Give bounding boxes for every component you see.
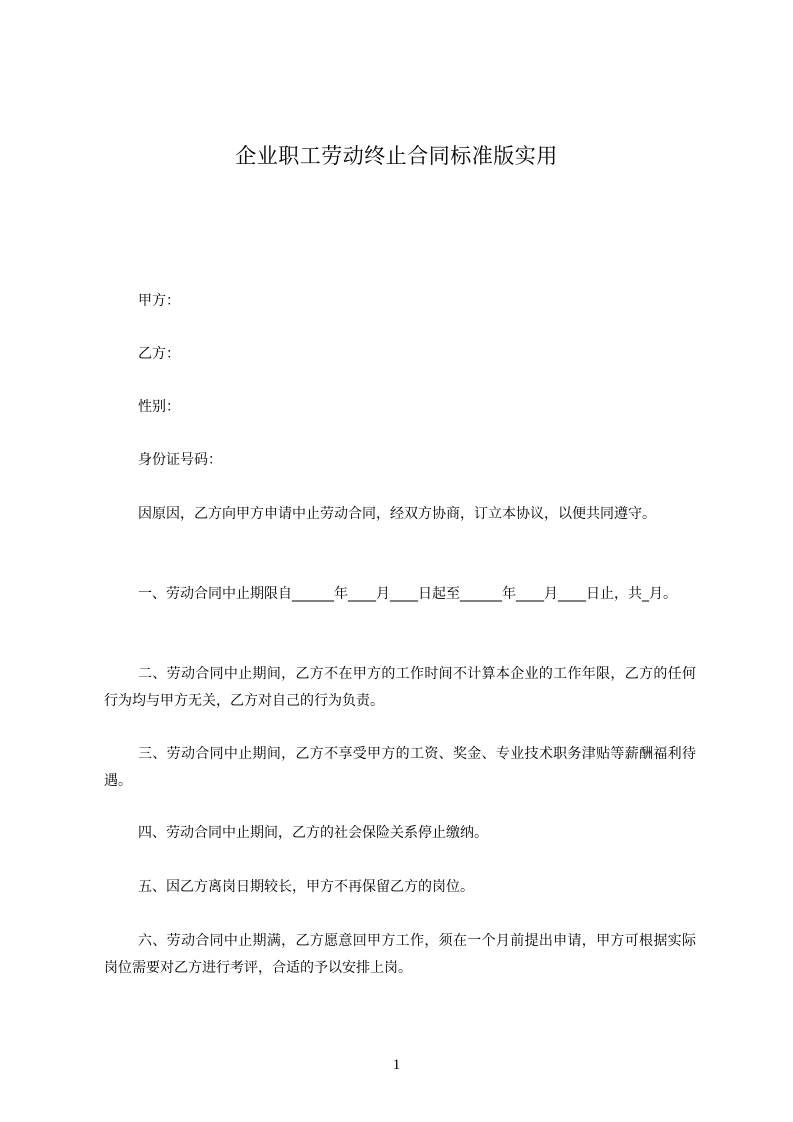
clause-3: 三、劳动合同中止期间，乙方不享受甲方的工资、奖金、专业技术职务津贴等薪酬福利待遇。	[104, 746, 696, 789]
clause-2: 二、劳动合同中止期间，乙方不在甲方的工作时间不计算本企业的工作年限，乙方的任何行为均与甲方无关，乙方对自己的行为负责。	[104, 666, 696, 709]
gender-field: 性别：	[138, 399, 180, 415]
party-a-field: 甲方：	[138, 293, 180, 309]
clause-6: 六、劳动合同中止期满，乙方愿意回甲方工作，须在一个月前提出申请，甲方可根据实际岗位需要对乙方进行考评，合适的予以安排上岗。	[104, 933, 696, 976]
party-b-field: 乙方：	[138, 346, 180, 362]
clause-1: 一、劳动合同中止期限自______年____月____日起至______年____月____日止，共_月。	[138, 586, 677, 602]
clause-4: 四、劳动合同中止期间，乙方的社会保险关系停止缴纳。	[138, 825, 488, 841]
page-number: 1	[392, 1057, 401, 1073]
clause-5: 五、因乙方离岗日期较长，甲方不再保留乙方的岗位。	[138, 879, 474, 895]
id-number-field: 身份证号码：	[138, 452, 222, 468]
document-title: 企业职工劳动终止合同标准版实用	[235, 144, 558, 168]
intro-paragraph: 因原因，乙方向甲方申请中止劳动合同，经双方协商，订立本协议，以便共同遵守。	[138, 506, 656, 522]
